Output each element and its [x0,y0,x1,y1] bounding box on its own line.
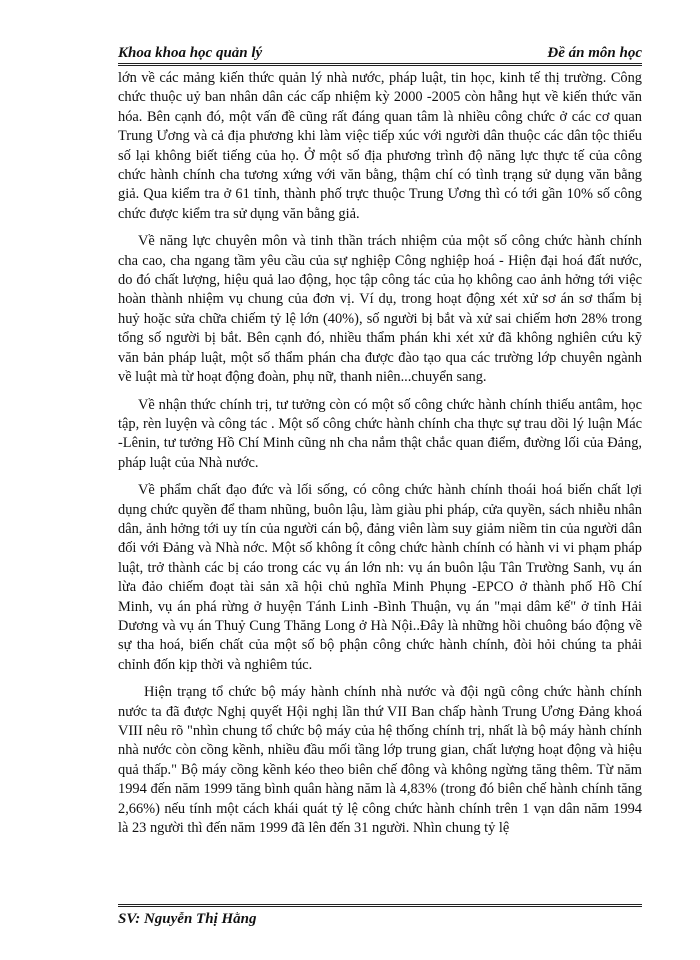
document-body [118,69,642,899]
header-divider [118,63,642,66]
paragraph-2: Về năng lực chuyên môn và tinh thần trách nhiệm của một số công chức hành chính cha cao, cha ngang tầm yêu cầu của sự nghiệp Công nghiệp hoá - Hiện đại hoá đất nước, do đó chất lượng, hiệu quả lao động, học tập công tác của họ không cao ảnh hởng tới việc hoàn thành nhiệm vụ chung của đơn vị. Ví dụ, trong hoạt động xét xử sơ án sơ thẩm bị huỷ hoặc sửa chữa chiếm tỷ lệ lớn (40%), số người bị bắt và xử sai chiếm hơn 28% trong tổng số người bị bắt. Bên cạnh đó, nhiều thẩm phán khi xét xử đã không nghiên cứu kỹ văn bản pháp luật, một số thẩm phán cha được đào tạo qua các trường lớp chuyên ngành về luật mà từ hoạt động đoàn, phụ nữ, thanh niên...chuyển sang. [118,233,642,386]
paragraph-3: Về nhận thức chính trị, tư tưởng còn có một số công chức hành chính thiếu antâm, học tập, rèn luyện và công tác . Một số công chức hành chính cha thực sự trau dồi lý luận Mác -Lênin, tư tưởng Hồ Chí Minh cũng nh cha nắm thật chắc quan điểm, đường lối của Đảng, pháp luật của Nhà nước. [118,396,642,471]
footer-author: SV: Nguyễn Thị Hằng [118,911,257,927]
paragraph-4: Về phẩm chất đạo đức và lối sống, có công chức hành chính thoái hoá biến chất lợi dụng chức quyền để tham nhũng, buôn lậu, làm giàu phi pháp, cửa quyền, sách nhiễu nhân dân, ảnh hởng tới uy tín của người cán bộ, đảng viên làm suy giảm niềm tin của người dân đối với Đảng và Nhà nớc. Một số không ít công chức hành chính có hành vi vi phạm pháp luật, trở thành các bị cáo trong các vụ án lớn nh: vụ án buôn lậu Tân Trường Sanh, vụ án lừa đảo chiếm đoạt tài sản xã hội chủ nghĩa Minh Phụng -EPCO ở thành phố Hồ Chí Minh, vụ án phá rừng ở huyện Tánh Linh -Bình Thuận, vụ án "mại dâm kế" ở tỉnh Hải Dương và vụ án Thuỷ Cung Thăng Long ở Hà Nội..Đây là những hồi chuông báo động về sự tha hoá, biến chất của một số bộ phận công chức hành chính, đòi hỏi chúng ta phải chỉnh đốn kịp thời và nghiêm túc. [118,482,642,673]
paragraph-5: Hiện trạng tổ chức bộ máy hành chính nhà nước và đội ngũ công chức hành chính nước ta đã được Nghị quyết Hội nghị lần thứ VII Ban chấp hành Trung Ương Đảng khoá VIII nêu rõ "nhìn chung tổ chức bộ máy của hệ thống chính trị, nhất là bộ máy hành chính nhà nước còn cồng kềnh, nhiều đầu mối tầng lớp trung gian, chất lượng hoạt động và hiệu quả thấp." Bộ máy cồng kềnh kéo theo biên chế đông và không ngừng tăng thêm. Từ năm 1994 đến năm 1999 tăng bình quân hàng năm là 4,83% (trong đó biên chế hành chính tăng 2,66%) nếu tính một cách khái quát tỷ lệ công chức hành chính trên 1 vạn dân năm 1994 là 23 người thì đến năm 1999 đã lên đến 31 người. Nhìn chung tỷ lệ [118,684,642,837]
header-course: Đề án môn học [547,45,642,61]
header-faculty: Khoa khoa học quản lý [118,45,263,61]
footer-divider [118,904,642,907]
paragraph-1: lớn về các mảng kiến thức quản lý nhà nước, pháp luật, tin học, kinh tế thị trường. Công chức thuộc uỷ ban nhân dân các cấp nhiệm kỳ 2000 -2005 còn hẫng hụt về kiến thức văn hóa. Bên cạnh đó, một vấn đề cũng rất đáng quan tâm là nhiều công chức ở các cơ quan Trung Ương và cả địa phương khi làm việc tiếp xúc với người dân thuộc các dân tộc thiểu số lại không biết tiếng của họ. Ở một số địa phương trình độ năng lực thực tế của công chức hành chính cha tương xứng với văn bằng, thậm chí có tình trạng sử dụng văn bằng giả. Qua kiểm tra ở 61 tỉnh, thành phố trực thuộc Trung Ương thì có tới gần 10% số công chức được kiểm tra sử dụng văn bằng giả. [118,70,642,222]
